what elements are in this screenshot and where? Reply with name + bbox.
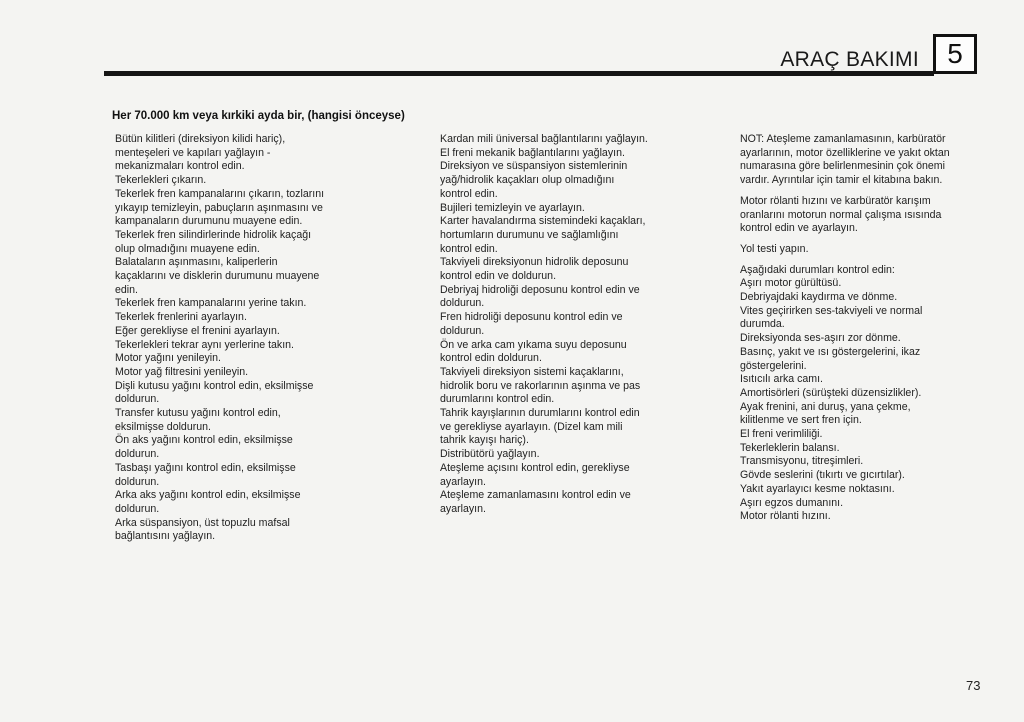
page-number: 73 (966, 678, 981, 693)
text-line: Transfer kutusu yağını kontrol edin, (115, 407, 281, 420)
text-line: El freni mekanik bağlantılarını yağlayın. (440, 146, 625, 159)
text-line: kilitlenme ve sert fren için. (740, 414, 862, 427)
text-line: El freni verimliliği. (740, 428, 823, 441)
text-line: menteşeleri ve kapıları yağlayın - (115, 146, 271, 159)
text-line: Ateşleme zamanlamasını kontrol edin ve (440, 489, 631, 502)
text-line: Motor rölanti hızını ve karbüratör karışım (740, 194, 931, 207)
chapter-title: ARAÇ BAKIMI (780, 48, 919, 71)
text-line: Ön aks yağını kontrol edin, eksilmişse (115, 434, 293, 447)
text-line: Motor yağını yenileyin. (115, 352, 221, 365)
text-line: doldurun. (115, 393, 160, 406)
text-line: Amortisörleri (sürüşteki düzensizlikler). (740, 386, 922, 399)
text-line: Motor yağ filtresini yenileyin. (115, 365, 249, 378)
text-line: Fren hidroliği deposunu kontrol edin ve (440, 311, 623, 324)
text-line: bağlantısını yağlayın. (115, 530, 216, 543)
text-line: Tahrik kayışlarının durumlarını kontrol edin (440, 407, 640, 420)
text-line: kontrol edin ve ayarlayın. (740, 222, 858, 235)
road-test-block (740, 243, 990, 257)
text-line: Eğer gerekliyse el frenini ayarlayın. (115, 324, 280, 337)
spacer (740, 257, 990, 264)
chapter-number: 5 (947, 38, 963, 69)
text-line: Aşırı egzos dumanını. (740, 496, 844, 509)
text-line: Yakıt ayarlayıcı kesme noktasını. (740, 482, 895, 495)
text-line: Yol testi yapın. (740, 242, 809, 255)
text-line: Ön ve arka cam yıkama suyu deposunu (440, 338, 627, 351)
text-line: Tekerlek fren silindirlerinde hidrolik kaçağı (115, 228, 312, 241)
idle-block (740, 195, 990, 236)
text-line: kampanaların durumunu muayene edin. (115, 215, 303, 228)
middle-column (440, 133, 700, 517)
text-line: doldurun. (440, 324, 485, 337)
text-line: Tekerlek fren kampanalarını yerine takın. (115, 297, 307, 310)
text-line: ayarlayın. (440, 502, 486, 515)
text-line: Tekerleklerin balansı. (740, 441, 840, 454)
text-line: kaçaklarını ve disklerin durumunu muayene (115, 270, 320, 283)
text-line: Vites geçirirken ses-takviyeli ve normal (740, 304, 923, 317)
text-line: Aşağıdaki durumları kontrol edin: (740, 263, 895, 276)
text-line: Direksiyon ve süspansiyon sistemlerinin (440, 160, 628, 173)
header-rule (104, 71, 934, 76)
text-line: Dişli kutusu yağını kontrol edin, eksilmişse (115, 379, 314, 392)
text-line: Distribütörü yağlayın. (440, 448, 540, 461)
text-line: oranlarını motorun normal çalışma ısısında (740, 208, 942, 221)
spacer (740, 236, 990, 243)
text-line: Tekerlek frenlerini ayarlayın. (115, 311, 247, 324)
text-line: hortumların durumunu ve sağlamlığını (440, 228, 619, 241)
text-line: ayarlarının, motor özelliklerine ve yakıt oktan (740, 146, 950, 159)
section-heading: Her 70.000 km veya kırkiki ayda bir, (hangisi önceyse) (112, 110, 405, 122)
text-line: yağ/hidrolik kaçakları olup olmadığını (440, 174, 615, 187)
text-line: doldurun. (115, 502, 160, 515)
text-line: Transmisyonu, titreşimleri. (740, 455, 864, 468)
text-line: ve gerekliyse ayarlayın. (Dizel kam mili (440, 420, 623, 433)
text-line: hidrolik boru ve rakorlarının aşınma ve pas (440, 379, 641, 392)
text-line: kontrol edin ve doldurun. (440, 270, 557, 283)
right-column (740, 133, 990, 524)
text-line: Basınç, yakıt ve ısı göstergelerini, ikaz (740, 345, 921, 358)
text-line: Arka süspansiyon, üst topuzlu mafsal (115, 516, 290, 529)
text-line: Direksiyonda ses-aşırı zor dönme. (740, 332, 901, 345)
text-line: Bujileri temizleyin ve ayarlayın. (440, 201, 585, 214)
text-line: kontrol edin. (440, 187, 498, 200)
text-line: Isıtıcılı arka camı. (740, 373, 824, 386)
text-line: Debriyaj hidroliği deposunu kontrol edin ve (440, 283, 640, 296)
text-line: yıkayıp temizleyin, pabuçların aşınmasını ve (115, 201, 323, 214)
text-line: ayarlayın. (440, 475, 486, 488)
text-line: Balataların aşınmasını, kaliperlerin (115, 256, 278, 269)
text-line: Ateşleme açısını kontrol edin, gerekliyse (440, 461, 630, 474)
text-line: doldurun. (115, 475, 160, 488)
text-line: Tekerlekleri tekrar aynı yerlerine takın. (115, 338, 294, 351)
text-line: kontrol edin doldurun. (440, 352, 542, 365)
text-line: Takviyeli direksiyon sistemi kaçaklarını, (440, 365, 624, 378)
chapter-number-box (933, 34, 977, 74)
text-line: Tekerlek fren kampanalarını çıkarın, tozlarını (115, 187, 325, 200)
spacer (740, 188, 990, 195)
text-line: tahrik kayışı hariç). (440, 434, 529, 447)
text-line: Tekerlekleri çıkarın. (115, 174, 207, 187)
left-column (115, 133, 415, 544)
text-line: doldurun. (440, 297, 485, 310)
text-line: edin. (115, 283, 138, 296)
text-line: Bütün kilitleri (direksiyon kilidi hariç), (115, 133, 286, 145)
text-line: eksilmişse doldurun. (115, 420, 211, 433)
text-line: mekanizmaları kontrol edin. (115, 160, 245, 173)
text-line: Gövde seslerini (tıkırtı ve gıcırtılar). (740, 469, 905, 482)
text-line: numarasına göre belirlenmesinin çok önemi (740, 160, 945, 173)
text-line: durumda. (740, 318, 785, 331)
text-line: Ayak frenini, ani duruş, yana çekme, (740, 400, 911, 413)
text-line: vardır. Ayrıntılar için tamir el kitabına bakın. (740, 174, 943, 187)
text-line: kontrol edin. (440, 242, 498, 255)
text-line: Debriyajdaki kaydırma ve dönme. (740, 291, 898, 304)
text-line: olup olmadığını muayene edin. (115, 242, 260, 255)
text-line: göstergelerini. (740, 359, 807, 372)
text-line: Kardan mili üniversal bağlantılarını yağlayın. (440, 133, 648, 145)
text-line: Motor rölanti hızını. (740, 510, 831, 523)
checks-block (740, 264, 990, 524)
text-line: Karter havalandırma sistemindeki kaçakları, (440, 215, 646, 228)
text-line: NOT: Ateşleme zamanlamasının, karbüratör (740, 133, 946, 145)
text-line: Takviyeli direksiyonun hidrolik deposunu (440, 256, 629, 269)
text-line: Arka aks yağını kontrol edin, eksilmişse (115, 489, 301, 502)
text-line: doldurun. (115, 448, 160, 461)
text-line: durumlarını kontrol edin. (440, 393, 555, 406)
text-line: Tasbaşı yağını kontrol edin, eksilmişse (115, 461, 296, 474)
text-line: Aşırı motor gürültüsü. (740, 277, 842, 290)
note-block (740, 133, 990, 188)
